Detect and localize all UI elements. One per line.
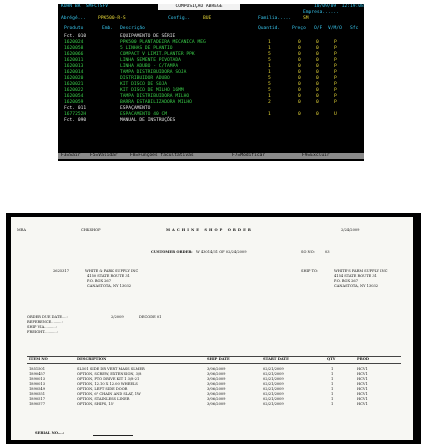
system-id: KUHN BR SMFCTSFV: [61, 4, 109, 9]
terminal-cell-produto: 1620024: [64, 40, 84, 45]
col-ofe: O/F: [314, 26, 323, 31]
cell-qty: 1: [331, 392, 334, 396]
terminal-cell-produto: 1620013: [64, 64, 84, 69]
terminal-row[interactable]: [58, 118, 364, 124]
terminal-cell-descricao: LINHA ADUBO - C/TAMPA: [120, 64, 179, 69]
terminal-cell-preco: 0: [298, 70, 301, 75]
terminal-cell-vmo: P: [334, 100, 337, 105]
cell-qty: 1: [331, 382, 334, 386]
terminal-cell-quantid: 2: [268, 100, 271, 105]
terminal-cell-preco: 0: [298, 46, 301, 51]
datetime: 10/09/09 12:19:08: [314, 4, 364, 9]
terminal-cell-quantid: 5: [268, 82, 271, 87]
sold-to-line: WHITE & PARK SUPPLY INC: [85, 269, 139, 273]
cell-start: 02/21/2009: [263, 397, 284, 401]
terminal-cell-quantid: 5: [268, 88, 271, 93]
ship-via-label: SHIP VIA..........:: [27, 325, 57, 329]
terminal-cell-preco: 0: [298, 52, 301, 57]
terminal-cell-preco: 0: [298, 94, 301, 99]
terminal-cell-descricao: DISTRIBUIDOR ADUBO: [120, 76, 170, 81]
cell-desc: OPTION, LEFT SIDE DOOR: [77, 387, 128, 391]
terminal-cell-descricao: MANUAL DE INSTRUÇÕES: [120, 118, 176, 123]
terminal-cell-ofe: 0: [316, 82, 319, 87]
serial-no-field[interactable]: [93, 431, 133, 436]
terminal-cell-quantid: 1: [268, 94, 271, 99]
cell-desc: OPTION, SHIPS, 15': [77, 402, 114, 406]
terminal-cell-quantid: 5: [268, 76, 271, 81]
cell-start: 02/21/2009: [263, 402, 284, 406]
order-due-extra: DECODE 01: [139, 315, 162, 319]
header-rule: [27, 363, 401, 364]
col-prod: PROD: [357, 357, 369, 361]
cell-desc: OPTION, SCREW, EXTENSION, 3/8: [77, 372, 142, 376]
cell-ship: 3/06/2009: [207, 387, 226, 391]
terminal-cell-vmo: P: [334, 58, 337, 63]
terminal-cell-ofe: 0: [316, 76, 319, 81]
familia-label: Familia.....: [258, 16, 292, 21]
abrege-field[interactable]: PPK500-R-S: [98, 16, 126, 21]
cell-desc: OPTION, 12.10 X 12.00 WHEELS: [77, 382, 138, 386]
cell-item: 1890517: [29, 397, 46, 401]
cell-start: 02/21/2009: [263, 392, 284, 396]
terminal-cell-descricao: TAMPA DISTRIBUIDORA MILHO: [120, 94, 190, 99]
terminal-cell-ofe: 0: [316, 58, 319, 63]
terminal-cell-descricao: KIT DISCO DE SOJA: [120, 82, 168, 87]
terminal-cell-produto: 1620014: [64, 70, 84, 75]
machine-shop-order-report: [11, 217, 413, 440]
terminal-cell-descricao: TAMPA DISTRIBUIDORA SOJA: [120, 70, 187, 75]
terminal-cell-descricao: BARRA ESTABILIZADORA MILHO: [120, 100, 192, 105]
report-code: MRA: [17, 228, 26, 232]
terminal-cell-quantid: 5: [268, 52, 271, 57]
terminal-cell-produto: 1677252H: [64, 112, 87, 117]
terminal-cell-produto: 1620058: [64, 46, 84, 51]
f8-options-key[interactable]: F8=Funções facultativas: [130, 153, 194, 158]
terminal-cell-preco: 0: [298, 58, 301, 63]
terminal-cell-produto: 1620021: [64, 82, 84, 87]
config-label: Config..: [168, 16, 191, 21]
cell-prod: HCV1: [357, 387, 368, 391]
report-id: CHKSHOP: [81, 228, 101, 232]
terminal-cell-ofe: 0: [316, 70, 319, 75]
config-field[interactable]: BUE: [203, 16, 212, 21]
terminal-cell-ofe: 0: [316, 40, 319, 45]
cell-prod: HCV1: [357, 367, 368, 371]
ship-to-line: CANASTOTA, NY 13032: [334, 284, 379, 288]
f3-exit-key[interactable]: F3=Sair: [61, 153, 81, 158]
cell-ship: 3/06/2009: [207, 367, 226, 371]
cell-ship: 3/06/2009: [207, 392, 226, 396]
f9-delete-key[interactable]: F9=Excluir: [302, 153, 330, 158]
cell-prod: HCV1: [357, 397, 368, 401]
terminal-cell-quantid: 1: [268, 46, 271, 51]
items-header: [11, 357, 413, 362]
cell-qty: 1: [331, 372, 334, 376]
terminal-cell-ofe: 0: [316, 52, 319, 57]
terminal-cell-descricao: PPK500 PLANTADEIRA MECANICA MEG: [120, 40, 206, 45]
cell-start: 02/21/2009: [263, 372, 284, 376]
cell-start: 02/21/2009: [263, 382, 284, 386]
screen-title: COMPOSIÇÃO ABREGE: [158, 4, 240, 10]
freight-label: FREIGHT...........:: [27, 330, 58, 334]
cell-desc: OPTION, PTO DRIVE KIT 1 3/8-21: [77, 377, 140, 381]
empresa-label: Empresa......: [303, 10, 339, 15]
col-emb: Emb.: [102, 26, 114, 31]
terminal-cell-produto: 1620059: [64, 100, 84, 105]
terminal-cell-vmo: P: [334, 94, 337, 99]
col-item-no: ITEM NO: [29, 357, 48, 361]
col-vmo: V/M/O: [328, 26, 342, 31]
terminal-cell-preco: 0: [298, 76, 301, 81]
terminal-cell-quantid: 1: [268, 112, 271, 117]
terminal-cell-vmo: P: [334, 70, 337, 75]
terminal-cell-preco: 0: [298, 100, 301, 105]
terminal-cell-descricao: ESPAÇAMENTO: [120, 106, 151, 111]
terminal-cell-quantid: 1: [268, 70, 271, 75]
familia-field[interactable]: SM: [303, 16, 309, 21]
terminal-cell-preco: 0: [298, 88, 301, 93]
abrege-label: Abrégé...: [61, 16, 86, 21]
terminal-cell-ofe: 0: [316, 100, 319, 105]
report-date: 2/24/2009: [341, 228, 360, 232]
terminal-cell-produto: 1620066: [64, 52, 84, 57]
cell-qty: 1: [331, 402, 334, 406]
terminal-cell-produto: 1620011: [64, 58, 84, 63]
terminal-cell-vmo: P: [334, 46, 337, 51]
terminal-cell-ofe: 0: [316, 88, 319, 93]
cell-ship: 3/06/2009: [207, 382, 226, 386]
cell-ship: 3/06/2009: [207, 402, 226, 406]
cell-item: 1890551: [29, 392, 46, 396]
terminal-cell-ofe: 0: [316, 112, 319, 117]
terminal-cell-preco: 0: [298, 64, 301, 69]
cell-item: 1890549: [29, 387, 46, 391]
cell-desc: OPTION, 6" CHAIN AND SLAT, 1W: [77, 392, 141, 396]
so-no-value: 03: [325, 250, 330, 254]
terminal-cell-descricao: EQUIPAMENTO DE SÉRIE: [120, 34, 176, 39]
terminal-screen: [58, 4, 364, 161]
terminal-cell-vmo: P: [334, 88, 337, 93]
customer-order-label: CUSTOMER ORDER:: [151, 250, 193, 254]
terminal-cell-descricao: KIT DISCO DE MILHO 16MM: [120, 88, 184, 93]
col-qty: QTY: [327, 357, 336, 361]
terminal-cell-descricao: ESPACAMENTO 40 CM: [120, 112, 168, 117]
terminal-cell-quantid: 1: [268, 64, 271, 69]
terminal-cell-vmo: P: [334, 76, 337, 81]
terminal-cell-produto: 1620022: [64, 88, 84, 93]
cell-desc: SL501 SIDE DR VERT MASS SLMER: [77, 367, 145, 371]
terminal-cell-vmo: P: [334, 64, 337, 69]
ship-to-label: SHIP TO:: [301, 269, 319, 273]
terminal-cell-descricao: COMPACT V LIMIT.PLANTER PPK: [120, 52, 195, 57]
order-due-label: ORDER DUE DATE....:: [27, 315, 68, 319]
terminal-cell-vmo: U: [334, 112, 337, 117]
sold-to-line: CANASTOTA, NY 13032: [87, 284, 132, 288]
cell-start: 02/21/2009: [263, 367, 284, 371]
terminal-cell-preco: 0: [298, 40, 301, 45]
customer-order-value: W 43014/31 OF 02/24/2009: [196, 250, 247, 254]
cell-item: 1890457: [29, 372, 46, 376]
f7-modify-key[interactable]: F7=Modificar: [232, 153, 266, 158]
cell-qty: 1: [331, 397, 334, 401]
cell-prod: HCV1: [357, 372, 368, 376]
function-key-bar: [58, 153, 364, 159]
terminal-cell-ofe: 0: [316, 64, 319, 69]
cell-item: 1890013: [29, 382, 46, 386]
col-produto: Produto: [64, 26, 84, 31]
col-ship-date: SHIP DATE: [207, 357, 230, 361]
terminal-cell-vmo: P: [334, 40, 337, 45]
sold-to-line: 4150 STATE ROUTE 31: [87, 274, 130, 278]
col-start-date: START DATE: [263, 357, 289, 361]
f5-validate-key[interactable]: F5=Validar: [90, 153, 118, 158]
terminal-column-headers: [58, 26, 364, 32]
terminal-cell-quantid: 1: [268, 40, 271, 45]
cell-prod: HCV1: [357, 382, 368, 386]
cell-item: 1890013: [29, 377, 46, 381]
col-preco: Preço: [292, 26, 306, 31]
ship-to-line: WHITE'S FARM SUPPLY INC: [334, 269, 388, 273]
terminal-cell-preco: 0: [298, 82, 301, 87]
col-descricao: Descrição: [120, 26, 145, 31]
cell-qty: 1: [331, 387, 334, 391]
cell-ship: 3/06/2009: [207, 372, 226, 376]
col-description: DESCRIPTION: [77, 357, 107, 361]
terminal-cell-descricao: LINHA SEMENTE PIVOTADA: [120, 58, 181, 63]
report-frame: [6, 213, 421, 444]
cell-prod: HCV1: [357, 402, 368, 406]
cell-item: 1890577: [29, 402, 46, 406]
terminal-cell-vmo: P: [334, 52, 337, 57]
terminal-cell-produto: Fct. 010: [64, 34, 87, 39]
terminal-cell-ofe: 0: [316, 94, 319, 99]
col-quantid: Quantid.: [258, 26, 281, 31]
table-row: [11, 402, 413, 407]
cell-qty: 1: [331, 377, 334, 381]
report-title: M A C H I N E S H O P O R D E R: [166, 228, 252, 232]
so-no-label: SO NO:: [301, 250, 315, 254]
cell-desc: OPTION, STAINLESS LINER: [77, 397, 130, 401]
order-due-value: 2/2009: [111, 315, 124, 319]
cell-start: 02/21/2009: [263, 377, 284, 381]
terminal-cell-preco: 0: [298, 112, 301, 117]
terminal-cell-descricao: 5 LINHAS DE PLANTIO: [120, 46, 173, 51]
cell-ship: 3/06/2009: [207, 377, 226, 381]
cell-item: 1851501: [29, 367, 46, 371]
ship-to-line: 4154 STATE ROUTE 31: [334, 274, 377, 278]
col-sfc: Sfc: [350, 26, 359, 31]
serial-no-label: SERIAL NO....:: [35, 431, 65, 435]
terminal-cell-quantid: 5: [268, 58, 271, 63]
cell-prod: HCV1: [357, 377, 368, 381]
cell-ship: 3/06/2009: [207, 397, 226, 401]
sold-to-line: P.O. BOX 267: [87, 279, 112, 283]
terminal-cell-produto: Fct. 090: [64, 118, 87, 123]
reference-label: REFERENCE.........:: [27, 320, 63, 324]
terminal-cell-produto: 1620054: [64, 94, 84, 99]
terminal-cell-vmo: P: [334, 82, 337, 87]
sold-to-number: 2625317: [53, 269, 70, 273]
terminal-cell-produto: Fct. 011: [64, 106, 87, 111]
cell-start: 02/21/2009: [263, 387, 284, 391]
ship-to-line: P.O. BOX 267: [334, 279, 359, 283]
terminal-cell-produto: 1620020: [64, 76, 84, 81]
terminal-cell-ofe: 0: [316, 46, 319, 51]
cell-prod: HCV1: [357, 392, 368, 396]
cell-qty: 1: [331, 367, 334, 371]
